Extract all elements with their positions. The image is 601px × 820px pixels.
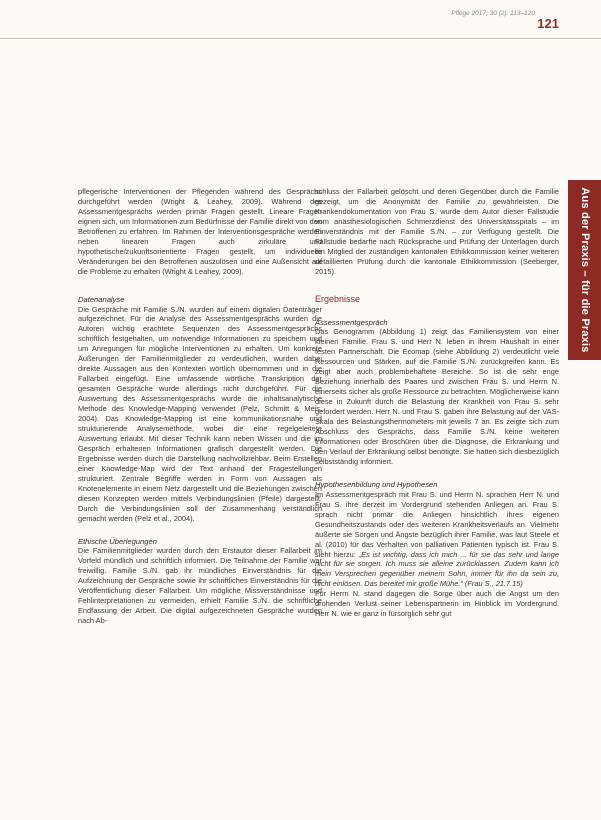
side-tab (568, 180, 601, 360)
paragraph-text: Im Assessmentgespräch mit Frau S. und Herrn N. sprachen Herr N. und Frau S. ihre derzeit im Vordergrund stehenden Anliegen an. Frau S. sprach nicht primär die Anliegen hinsichtlich ihres eigenen Gesundheitszustands oder des weiteren Krankheitsverlaufs an. Vielmehr äußerte sie Sorgen und Ängste bezüglich ihrer Familie, was laut Steele et al. (2010) für das Verhalten von palliativen Patienten typisch ist. Frau S. sieht hierzu: (315, 489, 559, 559)
paragraph: Die Familienmitglieder wurden durch den Erstautor dieser Fallarbeit im Vorfeld mündlich und schriftlich informiert. Die Teilnahme der Familie war freiwillig. Familie S./N. gab ihr mündliches Einverständnis für die Aufzeichnung der Gespräche sowie ihr schriftliches Einverständnis für die Veröffentlichung dieser Fallarbeit. Um mögliche Missverständnisse und Fehlinterpretationen zu vermeiden, erhielt Familie S./N. die schriftliche Endfassung der Arbeit. Die digital aufgezeichneten Gespräche wurden nach Ab- (78, 546, 322, 626)
left-column (78, 187, 322, 626)
section-heading-ergebnisse: Ergebnisse (315, 293, 361, 304)
header-rule (0, 38, 601, 39)
paragraph: schluss der Fallarbeit gelöscht und deren Gegenüber durch die Familie gezeigt, um die Anonymität der Familie zu gewährleisten. Die Krankendokumentation von Frau S. wurde dem Autor dieser Fallstudie vom anästhesiologischen Schmerzdienst des Universitätsspitals – im Einverständnis mit der Familie S./N. – zur Verfügung gestellt. Die Fallstudie bedarfte nach Rücksprache und Prüfung der Unterlagen durch ein Mitglied der zuständigen kantonalen Ethikkommission keiner weiteren detaillierten Prüfung durch die kantonale Ethikkommission (Seeberger, 2015). (315, 187, 559, 276)
right-column (315, 187, 559, 619)
section-heading-datenanalyse: Datenanalyse (78, 294, 125, 304)
section-heading-ethische-ueberlegungen: Ethische Überlegungen (78, 536, 157, 546)
section-heading-hypothesen: Hypothesenbildung und Hypothesen (315, 479, 438, 489)
running-head: Pflege 2017; 30 (2): 113–120 (451, 10, 535, 17)
paragraph: Das Genogramm (Abbildung 1) zeigt das Familiensystem von einer kleinen Familie. Frau S. und Herr N. leben in ihrem Haushalt in einer festen Partnerschaft. Die Ecomap (siehe Abbildung 2) verdeutlicht viele Ressourcen und Stärken, auf die Familie S./N. zurückgreifen kann. Es zeigt aber auch problembehaftete Bereiche. So ist die sehr enge Beziehung innerhalb des Paares und zwischen Frau S. und Herrn N. einerseits sicher als große Ressource zu betrachten. Möglicherweise kann diese in Zukunft durch die Belastung der Krankheit von Frau S. sehr gefordert werden. Herr N. und Frau S. gaben ihre Belastung auf der VAS-Skala des Belastungsthermometers mit jeweils 7 an. Es zeigte sich zum Abschluss des Gesprächs, dass Familie S./N. keine weiteren Informationen oder Broschüren über die Diagnose, die Erkrankung und den Verlauf der Erkrankung selbst benötigte. Sie hatten sich diesbezüglich selbstständig informiert. (315, 327, 559, 466)
side-tab-label: Aus der Praxis – für die Praxis (578, 187, 591, 353)
paragraph (315, 490, 559, 590)
section-heading-assessmentgespraech: Assessmentgespräch (315, 317, 388, 327)
paragraph: Für Herrn N. stand dagegen die Sorge über auch die Angst um den drohenden Verlust seiner Lebenspartnerin im Hinblick im Vordergrund. Herr N. wie er ganz in fürsorglich sehr gut (315, 589, 559, 619)
paragraph: Die Gespräche mit Familie S./N. wurden auf einem digitalen Datenträger aufgezeichnet. Für die Analyse des Assessmentgesprächs wurden die Autoren wichtig erachtete Sequenzen des Assessmentgesprächs schriftlich festgehalten, um notwendige Informationen zu speichern und um Anregungen für mögliche Interventionen zu erhalten. Um konkrete Äußerungen der Familienmitglieder zu verdeutlichen, wurden dabei direkte Aussagen aus den Kontexten wörtlich übernommen und in die Fallarbeit eingefügt. Eine umfassende wörtliche Transkription der gesamten Gespräche wurde allerdings nicht durchgeführt. Für die Auswertung des Assessmentgesprächs wurde die inhaltsanalytische Methode des Knowledge-Mapping verwendet (Pelz, Schmitt & Meis, 2004). Das Knowledge-Mapping ist eine kommunikationsnahe und strukturierende Analysemethode, wobei die eine regelgeleitete Auswertung erlaubt. Mit dieser Technik kann neben Wissen und die im Gespräch erhaltenen Informationen grafisch dargestellt werden. Die Ergebnisse werden durch die Darstellung nachvollziehbar. Beim Erstellen einer Knowledge-Map wird der Text anhand der Fragestellungen strukturiert. Zentrale Begriffe werden in Form von Aussagen als Knotenelemente in einem Netz dargestellt und die Beziehungen zwischen diesen Konzepten werden mittels Verbindungslinien (Pfeile) dargestellt. Durch die Verbindungslinien soll der Zusammenhang verständlich gemacht werden (Pelz et al., 2004). (78, 304, 322, 523)
page-number: 121 (537, 16, 559, 31)
quote: „Es ist wichtig, dass ich mich ... für sie das sehr und lange nicht für sie sorgen. Ich muss sie alleine zurücklassen. Zudem kann ich mein Versprechen gegenüber meinem Sohn, immer für ihn da sein zu, nicht einlösen. Das bereitet mir große Mühe.“ (Frau S., 21.7.15) (315, 549, 559, 589)
paragraph: pflegerische Interventionen der Pflegenden während des Gesprächs durchgeführt werden (Wright & Leahey, 2009). Während des Assessmentgesprächs werden primär Fragen gestellt. Lineare Fragen eignen sich, um Informationen zum Bedürfnisse der Familie direkt von den Betroffenen zu erfahren. Im Rahmen der Interventionsgespräche werden neben linearen Fragen auch zirkuläre und hypothetische/zukunftsorientierte Fragen gestellt, um individuelle Veränderungen bei den Betroffenen auszulösen und eine Außensicht auf die Probleme zu erhalten (Wright & Leahey, 2009). (78, 187, 322, 276)
